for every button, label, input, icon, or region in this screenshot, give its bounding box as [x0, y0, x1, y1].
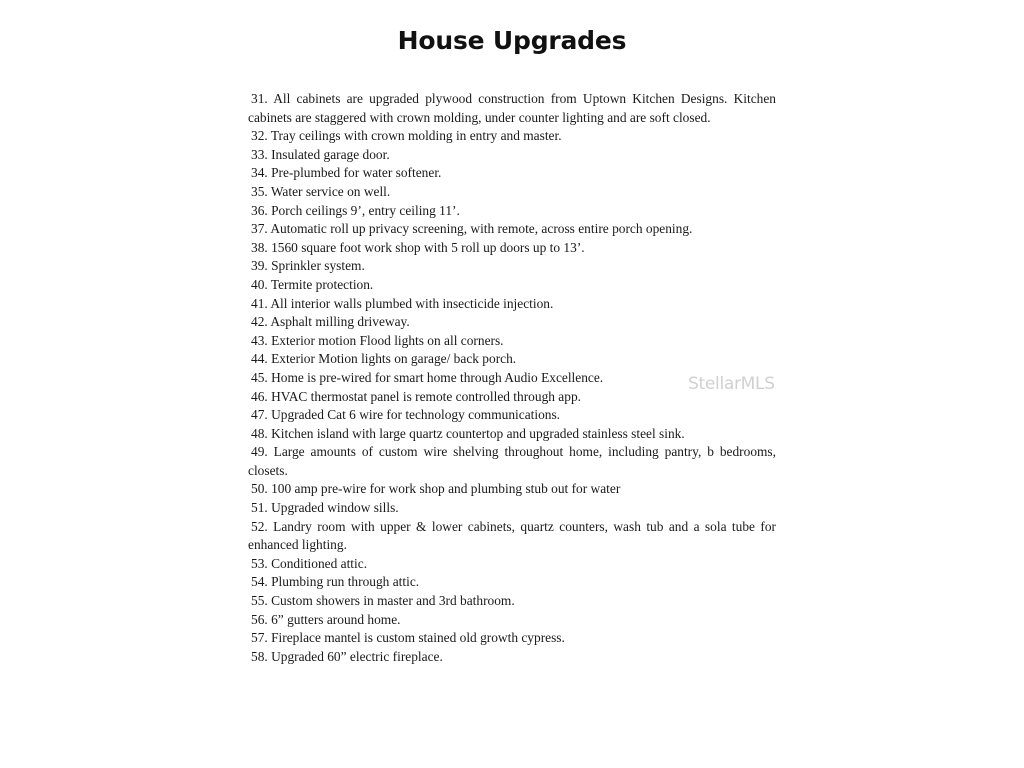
- list-item: 51. Upgraded window sills.: [251, 500, 399, 516]
- list-item: 32. Tray ceilings with crown molding in entry and master.: [251, 128, 562, 144]
- list-item: 46. HVAC thermostat panel is remote controlled through app.: [251, 388, 581, 404]
- list-item: 52. Landry room with upper & lower cabinets, quartz counters, wash tub and a sola tube for enhanced lighting.: [248, 518, 776, 553]
- list-item: 44. Exterior Motion lights on garage/ back porch.: [251, 351, 517, 367]
- page-title: House Upgrades: [397, 26, 627, 55]
- list-item: 57. Fireplace mantel is custom stained old growth cypress.: [251, 630, 565, 646]
- list-item: 43. Exterior motion Flood lights on all corners.: [251, 332, 504, 348]
- list-item: 47. Upgraded Cat 6 wire for technology communications.: [251, 407, 561, 423]
- list-item: 53. Conditioned attic.: [251, 555, 368, 571]
- list-item: 50. 100 amp pre-wire for work shop and plumbing stub out for water: [251, 481, 621, 497]
- list-item: 54. Plumbing run through attic.: [251, 574, 420, 590]
- list-item: 41. All interior walls plumbed with insecticide injection.: [251, 295, 554, 311]
- list-item: 38. 1560 square foot work shop with 5 roll up doors up to 13’.: [251, 239, 585, 255]
- list-item: 37. Automatic roll up privacy screening, with remote, across entire porch opening.: [251, 221, 693, 237]
- list-item: 33. Insulated garage door.: [251, 146, 390, 162]
- list-item: 45. Home is pre-wired for smart home through Audio Excellence.: [251, 369, 604, 385]
- list-item: 34. Pre-plumbed for water softener.: [251, 165, 442, 181]
- watermark: StellarMLS: [688, 374, 775, 394]
- list-item: 40. Termite protection.: [251, 276, 374, 292]
- list-item: 42. Asphalt milling driveway.: [251, 314, 410, 330]
- list-item: 55. Custom showers in master and 3rd bathroom.: [251, 593, 515, 609]
- list-item: 48. Kitchen island with large quartz countertop and upgraded stainless steel sink.: [251, 425, 685, 441]
- list-item: 31. All cabinets are upgraded plywood construction from Uptown Kitchen Designs. Kitchen cabinets are staggered with crown molding, under counter lighting and are soft closed.: [248, 91, 776, 125]
- list-item: 56. 6” gutters around home.: [251, 611, 401, 627]
- list-item: 58. Upgraded 60” electric fireplace.: [251, 648, 443, 664]
- list-item: 36. Porch ceilings 9’, entry ceiling 11’.: [251, 202, 460, 218]
- list-item: 35. Water service on well.: [251, 183, 391, 199]
- list-item: 39. Sprinkler system.: [251, 258, 365, 274]
- list-item: 49. Large amounts of custom wire shelving throughout home, including pantry, b bedrooms, closets.: [248, 444, 776, 478]
